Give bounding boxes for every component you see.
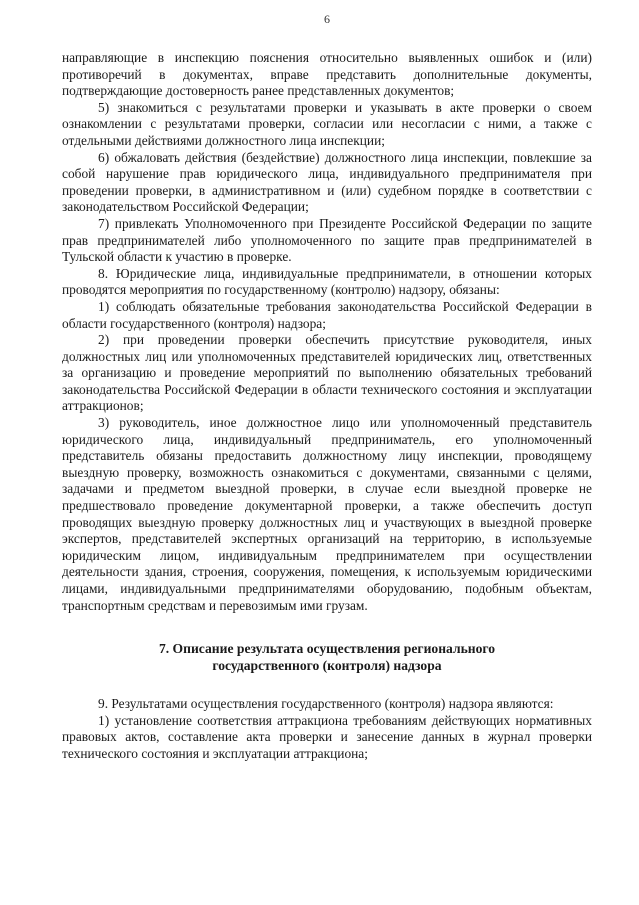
paragraph: 3) руководитель, иное должностное лицо или уполномоченный представитель юридического лица, индивидуальный предприниматель, его уполномоченный представитель обязаны предоставить должностному лицу инспекции, проводящему выездную проверку, возможность ознакомиться с документами, связанными с целями, задачами и предметом выездной проверки, в случае если выездной проверке не предшествовало проведение документарной проверки, а также обеспечить доступ проводящих выездную проверку должностных лиц и участвующих в выездной проверке экспертов, представителей экспертных организаций на территорию, в используемые юридическим лицом, индивидуальным предпринимателем при осуществлении деятельности здания, строения, сооружения, помещения, к используемым юридическими лицами, индивидуальными предпринимателями оборудованию, подобным объектам, транспортным средствам и перевозимым ими грузам.	[62, 415, 592, 613]
section-heading-line: государственного (контроля) надзора	[212, 658, 442, 674]
paragraph: 7) привлекать Уполномоченного при Президенте Российской Федерации по защите прав предпринимателей либо уполномоченного по защите прав предпринимателей в Тульской области к участию в проверке.	[62, 215, 592, 265]
section-heading-line: 7. Описание результата осуществления регионального	[158, 641, 496, 657]
paragraph: 1) соблюдать обязательные требования законодательства Российской Федерации в области государственного (контроля) надзора;	[62, 298, 592, 331]
paragraphs-before	[62, 50, 592, 614]
paragraph: 6) обжаловать действия (бездействие) должностного лица инспекции, повлекшие за собой нарушение прав юридического лица, индивидуального предпринимателя при проведении проверки, в административном и (или) судебном порядке в соответствии с законодательством Российской Федерации;	[62, 149, 592, 215]
paragraph: 9. Результатами осуществления государственного (контроля) надзора являются:	[98, 696, 554, 712]
section-heading	[62, 640, 592, 674]
paragraph: 8. Юридические лица, индивидуальные предприниматели, в отношении которых проводятся мероприятия по государственному (контролю) надзору, обязаны:	[62, 265, 592, 298]
paragraph: 1) установление соответствия аттракциона требованиям действующих нормативных правовых актов, составление акта проверки и занесение данных в журнал проверки технического состояния и эксплуатации аттракциона;	[62, 712, 592, 761]
paragraph: 5) знакомиться с результатами проверки и указывать в акте проверки о своем ознакомлении с результатами проверки, согласии или несогласии с ними, а также с отдельными действиями должностного лица инспекции;	[62, 99, 592, 148]
document-page	[62, 12, 592, 763]
paragraphs-after	[62, 696, 592, 762]
page-number: 6	[324, 12, 330, 26]
paragraph: направляющие в инспекцию пояснения относительно выявленных ошибок и (или) противоречий в документах, вправе представить дополнительные документы, подтверждающие достоверность ранее представленных документов;	[62, 50, 592, 99]
paragraph: 2) при проведении проверки обеспечить присутствие руководителя, иных должностных лиц или уполномоченных представителей юридических лиц, ответственных за организацию и проведение мероприятий по выполнению обязательных требований законодательства Российской Федерации в области технического состояния и эксплуатации аттракционов;	[62, 332, 592, 414]
